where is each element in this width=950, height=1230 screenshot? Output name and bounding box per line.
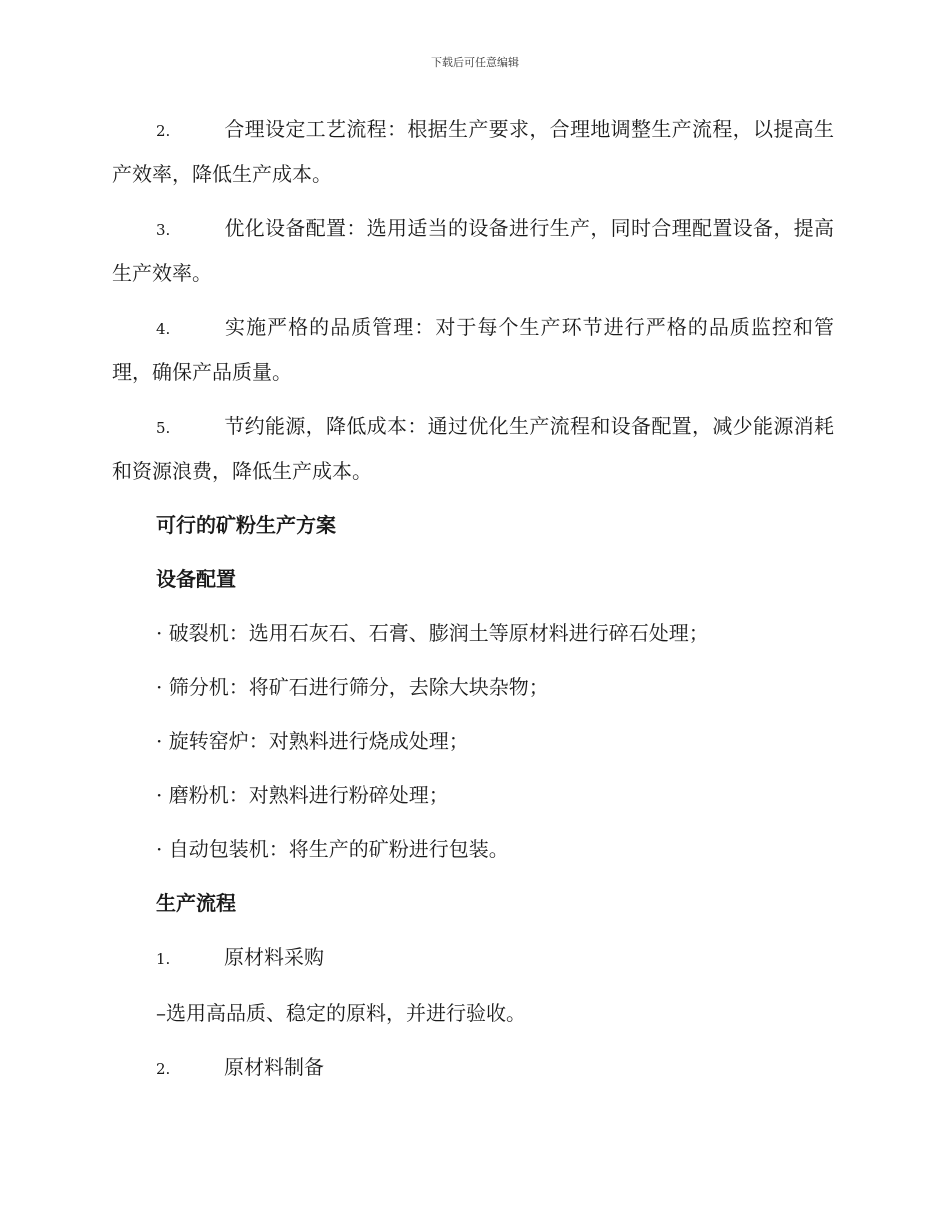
- equipment-item: · 旋转窑炉：对熟料进行烧成处理；: [156, 729, 469, 753]
- equipment-item: · 破裂机：选用石灰石、石膏、膨润土等原材料进行碎石处理；: [156, 621, 709, 645]
- item-number: 3.: [156, 221, 171, 239]
- item-number: 4.: [156, 320, 171, 338]
- equipment-item: · 筛分机：将矿石进行筛分，去除大块杂物；: [156, 675, 549, 699]
- step-text: 原材料采购: [224, 945, 324, 969]
- numbered-paragraph: [112, 207, 834, 295]
- equipment-item: · 自动包装机：将生产的矿粉进行包装。: [156, 837, 509, 861]
- document-body: [112, 108, 834, 1102]
- step-number: 1.: [156, 950, 171, 968]
- section-title: 可行的矿粉生产方案: [156, 513, 336, 537]
- process-heading: 生产流程: [156, 891, 236, 915]
- process-step: [156, 1046, 834, 1091]
- numbered-paragraph: [112, 306, 834, 394]
- numbered-paragraph: [112, 405, 834, 493]
- item-text: 节约能源，降低成本：通过优化生产流程和设备配置，减少能源消耗和资源浪费，降低生产成本。: [112, 414, 834, 483]
- item-text: 优化设备配置：选用适当的设备进行生产，同时合理配置设备，提高生产效率。: [112, 216, 834, 285]
- header-note: 下载后可任意编辑: [431, 56, 519, 69]
- step-number: 2.: [156, 1060, 171, 1078]
- item-text: 合理设定工艺流程：根据生产要求，合理地调整生产流程，以提高生产效率，降低生产成本。: [112, 117, 834, 186]
- item-text: 实施严格的品质管理：对于每个生产环节进行严格的品质监控和管理，确保产品质量。: [112, 315, 834, 384]
- item-number: 5.: [156, 419, 171, 437]
- step-text: 原材料制备: [224, 1055, 324, 1079]
- equipment-item: · 磨粉机：对熟料进行粉碎处理；: [156, 783, 449, 807]
- process-step: [156, 936, 834, 981]
- process-step-detail: –选用高品质、稳定的原料，并进行验收。: [156, 1001, 526, 1025]
- equipment-heading: 设备配置: [156, 567, 236, 591]
- numbered-paragraph: [112, 108, 834, 196]
- item-number: 2.: [156, 122, 171, 140]
